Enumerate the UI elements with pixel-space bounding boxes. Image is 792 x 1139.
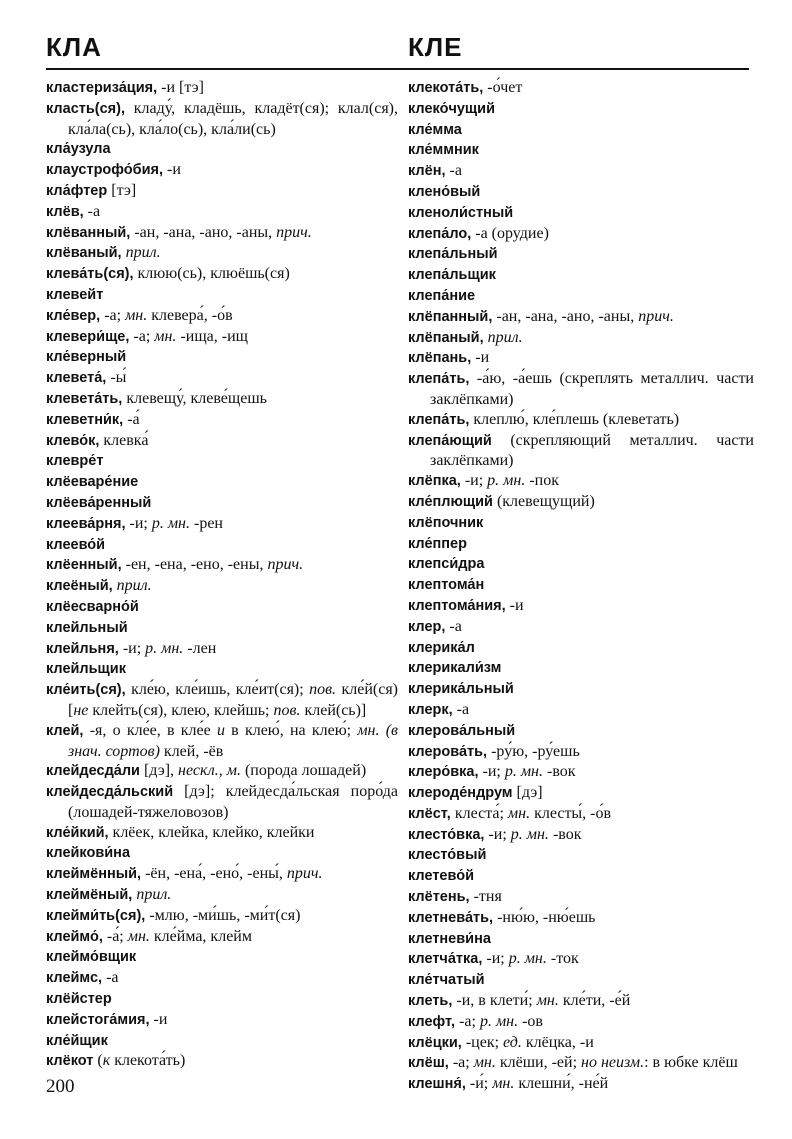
headword: клейльный <box>46 619 128 636</box>
headword: клёпанный, <box>408 308 493 325</box>
dictionary-entry <box>408 617 754 638</box>
entry-text: -цек; <box>461 1033 504 1051</box>
dictionary-entry <box>408 596 754 617</box>
dictionary-entry <box>46 906 398 927</box>
dictionary-entry <box>46 843 398 864</box>
headword: клевре́т <box>46 453 104 470</box>
dictionary-entry <box>46 202 398 223</box>
grammar-note: ед. <box>503 1033 522 1051</box>
dictionary-entry <box>408 348 754 369</box>
dictionary-entry <box>408 120 754 141</box>
dictionary-entry <box>46 1010 398 1031</box>
headword: кле́вер, <box>46 307 101 324</box>
entry-text: -и, в клети́; <box>452 992 537 1010</box>
dictionary-entry <box>408 1033 754 1054</box>
headword: клаустрофо́бия, <box>46 162 164 179</box>
header-rule <box>46 68 749 70</box>
right-column <box>408 78 754 1095</box>
headword: класть(ся), <box>46 100 125 117</box>
dictionary-entry <box>408 929 754 950</box>
headword: клекота́ть, <box>408 80 484 96</box>
dictionary-entry <box>46 1051 398 1072</box>
dictionary-entry <box>46 306 398 327</box>
dictionary-entry <box>46 885 398 906</box>
headword: клерк, <box>408 701 453 718</box>
dictionary-entry <box>46 639 398 660</box>
entry-text: -ню́ю, -ню́ешь <box>493 908 596 926</box>
entry-text: -ища, -ищ <box>176 327 248 345</box>
entry-text: -тня <box>469 888 502 906</box>
headword: клеветни́к, <box>46 411 124 428</box>
dictionary-entry <box>408 265 754 286</box>
grammar-note: прил. <box>136 886 172 904</box>
grammar-note: нескл., м. <box>178 762 241 780</box>
entry-text: -и <box>149 1010 168 1028</box>
grammar-note: р. мн. <box>479 1012 519 1030</box>
grammar-note: мн. (в знач. сортов) <box>68 721 398 760</box>
entry-text: [дэ] <box>512 784 543 802</box>
headword: клеева́рня, <box>46 515 126 532</box>
entry-text: -а (орудие) <box>471 224 549 242</box>
dictionary-entry <box>46 823 398 844</box>
dictionary-entry <box>408 554 754 575</box>
dictionary-entry <box>408 575 754 596</box>
headword: клёесварно́й <box>46 598 139 615</box>
entry-text: клевка́ <box>99 431 149 449</box>
entry-text: -а́ <box>123 410 140 428</box>
entry-text: (порода лошадей) <box>240 762 367 780</box>
grammar-note: прил. <box>487 328 523 346</box>
grammar-note: пов. <box>309 681 337 699</box>
entry-text: клекота́ть) <box>110 1052 186 1070</box>
dictionary-entry <box>46 285 398 306</box>
entry-text: ( <box>93 1052 103 1070</box>
entry-text: -и <box>471 349 490 367</box>
headword: клёв, <box>46 203 84 220</box>
entry-text: -ён, -ена́, -ено́, -ены́, <box>141 865 287 883</box>
headword: клевейт <box>46 286 104 303</box>
entry-text: -вок <box>548 825 582 843</box>
grammar-note: мн. <box>473 1054 496 1072</box>
headword: клепа́ло, <box>408 225 472 242</box>
headword: клепа́ть, <box>408 371 470 388</box>
dictionary-entry <box>46 761 398 782</box>
headword: кластериза́ция, <box>46 80 158 96</box>
grammar-note: прич. <box>276 223 312 241</box>
entry-text: -и; <box>478 763 505 781</box>
entry-text: -млю, -ми́шь, -ми́т(ся) <box>145 906 301 924</box>
dictionary-entry <box>408 244 754 265</box>
dictionary-entry <box>408 887 754 908</box>
entry-text: -ток <box>546 950 579 968</box>
dictionary-entry <box>408 721 754 742</box>
entry-text: -и́; <box>465 1075 493 1093</box>
headword: клеймо́вщик <box>46 949 137 966</box>
headword: клерова́ть, <box>408 743 488 760</box>
dictionary-entry <box>408 845 754 866</box>
dictionary-entry <box>408 638 754 659</box>
entry-text: -вок <box>543 763 576 781</box>
dictionary-entry <box>46 223 398 244</box>
entry-text: -ов <box>518 1012 543 1030</box>
dictionary-entry <box>408 679 754 700</box>
entry-text: в клею́, на клею́; <box>224 721 358 739</box>
dictionary-entry <box>46 535 398 556</box>
dictionary-entry <box>408 762 754 783</box>
headword: клеймо́, <box>46 928 103 945</box>
headword: кле́мма <box>408 121 462 138</box>
grammar-note: к <box>102 1052 111 1070</box>
headword: клей, <box>46 722 84 739</box>
grammar-note: и <box>216 721 225 739</box>
headword: клешня́, <box>408 1076 466 1093</box>
headword: клейстога́мия, <box>46 1011 150 1028</box>
grammar-note: р. мн. <box>510 825 549 843</box>
headword: клётень, <box>408 889 470 906</box>
dictionary-entry <box>408 182 754 203</box>
entry-text: -ен, -ена, -ено, -ены, <box>121 556 268 574</box>
entry-text: кладу́, кладёшь, кладёт(ся); клал(ся), кла́ла(сь), кла́ло(сь), кла́ли(сь) <box>68 99 398 138</box>
entry-text: (клевещущий) <box>492 492 595 510</box>
dictionary-entry <box>46 514 398 535</box>
entry-text: -и; <box>482 950 509 968</box>
grammar-note: мн. <box>536 992 559 1010</box>
grammar-note: не <box>73 701 89 719</box>
dictionary-entry <box>408 866 754 887</box>
dictionary-entry <box>408 742 754 763</box>
dictionary-entry <box>46 947 398 968</box>
headword: клеёный, <box>46 578 113 595</box>
headword: клёпань, <box>408 350 472 367</box>
dictionary-entry <box>46 389 398 410</box>
dictionary-entry <box>408 286 754 307</box>
dictionary-entry <box>46 347 398 368</box>
dictionary-entry <box>408 804 754 825</box>
grammar-note: мн. <box>127 927 150 945</box>
dictionary-entry <box>46 721 398 762</box>
headword: клетево́й <box>408 868 474 885</box>
grammar-note: пов. <box>273 701 301 719</box>
headword: клёеваре́ние <box>46 474 139 491</box>
dictionary-entry <box>408 908 754 929</box>
grammar-note: прил. <box>116 577 152 595</box>
grammar-note: прич. <box>638 307 674 325</box>
dictionary-entry <box>46 989 398 1010</box>
right-header: КЛЕ <box>408 32 463 62</box>
grammar-note: р. мн. <box>151 514 190 532</box>
dictionary-entry <box>46 597 398 618</box>
headword: клетча́тка, <box>408 951 483 968</box>
headword: клефт, <box>408 1013 456 1030</box>
headword: клева́ть(ся), <box>46 266 134 283</box>
dictionary-entry <box>46 493 398 514</box>
entry-text: клёцка, -и <box>521 1033 594 1051</box>
headword: клесто́вка, <box>408 826 485 843</box>
entry-text: клесты́, -о́в <box>530 804 612 822</box>
entry-text: -и; <box>460 472 488 490</box>
headword: клетнева́ть, <box>408 909 494 926</box>
entry-text: [тэ] <box>107 181 137 199</box>
headword: клевета́, <box>46 370 107 387</box>
headword: клерикали́зм <box>408 660 502 677</box>
headword: клёцки, <box>408 1034 462 1051</box>
headword: клепа́ть, <box>408 411 470 428</box>
headword: клево́к, <box>46 432 100 449</box>
entry-text: кле́й(ся) [ <box>68 681 399 719</box>
headword: клейдесда́ли <box>46 763 140 780</box>
entry-text: -пок <box>525 472 559 490</box>
dictionary-entry <box>408 825 754 846</box>
entry-text: (скрепляющий металлич. части заклёпками) <box>430 431 754 470</box>
grammar-note: р. мн. <box>487 472 526 490</box>
entry-text: кле́ю, кле́ишь, кле́ит(ся); <box>125 681 310 699</box>
entry-text: [дэ]; клейдесда́льская поро́да (лошадей-тяжеловозов) <box>68 783 398 821</box>
entry-text: -лен <box>183 639 217 657</box>
headword: клептома́ния, <box>408 597 506 614</box>
dictionary-entry <box>408 307 754 328</box>
left-header: КЛА <box>46 32 102 62</box>
headword: клепа́льщик <box>408 267 496 284</box>
dictionary-entry <box>408 513 754 534</box>
grammar-note: мн. <box>492 1075 515 1093</box>
entry-text: -а <box>452 700 470 718</box>
dictionary-entry <box>46 576 398 597</box>
headword: кле́ить(ся), <box>46 682 126 699</box>
headword: кле́верный <box>46 349 127 366</box>
headword: клён, <box>408 163 446 180</box>
entry-text: -ан, -ана, -ано, -аны, <box>492 307 639 325</box>
headword: клёенный, <box>46 557 122 574</box>
headword: клейльщик <box>46 661 126 678</box>
headword: клёева́ренный <box>46 494 152 511</box>
dictionary-entry <box>408 203 754 224</box>
entry-text: клейть(ся), клею, клейшь; <box>88 701 274 719</box>
entry-text: -ан, -ана, -ано, -аны, <box>130 223 277 241</box>
dictionary-entry <box>408 1053 754 1074</box>
left-column <box>46 78 398 1072</box>
entry-text: кле́йма, клейм <box>149 927 252 945</box>
entry-text: клеста́; <box>450 804 508 822</box>
headword: клёпка, <box>408 473 461 490</box>
headword: клейдесда́льский <box>46 784 174 801</box>
entry-text: -я, о кле́е, в кле́е <box>83 721 217 739</box>
entry-text: -и <box>505 596 524 614</box>
headword: клеймс, <box>46 970 103 987</box>
dictionary-entry <box>408 492 754 513</box>
entry-text: -и; <box>484 825 511 843</box>
entry-text: -и <box>163 161 181 179</box>
dictionary-entry <box>408 783 754 804</box>
dictionary-entry <box>46 968 398 989</box>
headword: кле́тчатый <box>408 972 485 989</box>
dictionary-entry <box>408 161 754 182</box>
entry-text: клей, -ёв <box>159 742 224 760</box>
entry-text: -а; <box>448 1054 474 1072</box>
headword: клепа́льный <box>408 246 498 263</box>
headword: клетневи́на <box>408 930 491 947</box>
grammar-note: р. мн. <box>504 763 543 781</box>
entry-text: клей(сь)] <box>300 701 367 719</box>
grammar-note: р. мн. <box>145 639 184 657</box>
dictionary-entry <box>408 970 754 991</box>
entry-text: -а <box>445 162 462 180</box>
grammar-note: мн. <box>154 327 177 345</box>
headword: кле́ммник <box>408 142 479 159</box>
headword: клёванный, <box>46 224 131 241</box>
dictionary-entry <box>408 471 754 492</box>
dictionary-entry <box>408 700 754 721</box>
grammar-note: р. мн. <box>508 950 547 968</box>
entry-text: [дэ], <box>139 762 179 780</box>
headword: клерова́льный <box>408 722 516 739</box>
entry-text: клюю(сь), клюёшь(ся) <box>133 265 290 283</box>
headword: кле́плющий <box>408 493 493 510</box>
headword: клеймёный, <box>46 887 133 904</box>
headword: клероде́ндрум <box>408 785 513 802</box>
entry-text: клевещу́, клеве́щешь <box>122 389 267 407</box>
dictionary-entry <box>408 369 754 410</box>
entry-text: клеплю́, кле́плешь (клеветать) <box>469 410 680 428</box>
dictionary-entry <box>408 1074 754 1095</box>
headword: кле́йкий, <box>46 824 109 841</box>
dictionary-entry <box>46 659 398 680</box>
entry-text: клешни́, -не́й <box>514 1075 609 1093</box>
headword: клевери́ще, <box>46 328 130 345</box>
headword: кле́йщик <box>46 1032 108 1049</box>
dictionary-entry <box>46 410 398 431</box>
entry-text: -и; <box>118 639 146 657</box>
entry-text: -и; <box>125 514 152 532</box>
entry-text: -рен <box>189 514 223 532</box>
entry-text: -ру́ю, -ру́ешь <box>487 742 580 760</box>
entry-text: -а <box>102 969 119 987</box>
dictionary-entry <box>408 431 754 472</box>
dictionary-entry <box>408 140 754 161</box>
headword: клено́вый <box>408 183 481 200</box>
headword: кле́ппер <box>408 535 467 552</box>
headword: клерика́л <box>408 639 475 656</box>
dictionary-entry <box>408 949 754 970</box>
headword: клёкот <box>46 1053 94 1070</box>
dictionary-entry <box>46 451 398 472</box>
dictionary-entry <box>46 927 398 948</box>
dictionary-entry <box>408 534 754 555</box>
headword: кла́узула <box>46 141 111 158</box>
dictionary-entry <box>46 1031 398 1052</box>
headword: клёст, <box>408 805 451 822</box>
headword: клеть, <box>408 993 453 1010</box>
headword: клейми́ть(ся), <box>46 907 146 924</box>
dictionary-entry <box>46 181 398 202</box>
headword: клепа́ющий <box>408 432 492 449</box>
dictionary-entry <box>46 243 398 264</box>
dictionary-entry <box>408 991 754 1012</box>
dictionary-entry <box>408 1012 754 1033</box>
dictionary-entry <box>46 864 398 885</box>
entry-text: -ы́ <box>106 369 127 387</box>
dictionary-entry <box>46 160 398 181</box>
dictionary-entry <box>46 139 398 160</box>
dictionary-entry <box>408 99 754 120</box>
entry-text: -а <box>445 617 462 635</box>
entry-text: клёек, клейка, клейко, клейки <box>108 823 315 841</box>
headword: клеко́чущий <box>408 100 495 117</box>
entry-text: клёши, -ей; <box>495 1054 582 1072</box>
entry-text: -а́ю, -а́ешь (скреплять металлич. части заклёпками) <box>430 370 754 408</box>
headword: клеево́й <box>46 536 106 553</box>
dictionary-entry <box>46 78 398 99</box>
headword: клёваный, <box>46 245 122 262</box>
headword: клейкови́на <box>46 845 131 862</box>
dictionary-entry <box>46 782 398 823</box>
entry-text: -а <box>83 202 101 220</box>
headword: клёйстер <box>46 991 112 1008</box>
headword: клеймённый, <box>46 866 142 883</box>
headword: клепа́ние <box>408 287 476 304</box>
entry-text: -а; <box>455 1012 480 1030</box>
headword: клеро́вка, <box>408 764 479 781</box>
dictionary-entry <box>46 472 398 493</box>
dictionary-entry <box>46 327 398 348</box>
entry-text: -а; <box>129 327 155 345</box>
dictionary-entry <box>408 328 754 349</box>
headword: клёпаный, <box>408 329 484 346</box>
page-number: 200 <box>46 1076 75 1097</box>
dictionary-entry <box>46 680 398 721</box>
dictionary-entry <box>46 618 398 639</box>
entry-text: кле́ти, -е́й <box>558 992 631 1010</box>
dictionary-entry <box>408 78 754 99</box>
headword: клёпочник <box>408 514 484 531</box>
dictionary-entry <box>46 368 398 389</box>
dictionary-entry <box>408 224 754 245</box>
entry-text: -а; <box>100 306 126 324</box>
entry-text: : в юбке клёш <box>644 1054 738 1072</box>
grammar-note: мн. <box>507 804 531 822</box>
grammar-note: прил. <box>125 244 161 262</box>
grammar-note: прич. <box>286 865 323 883</box>
dictionary-entry <box>46 99 398 140</box>
headword: клептома́н <box>408 577 485 594</box>
dictionary-entry <box>46 555 398 576</box>
grammar-note: но неизм. <box>581 1054 645 1072</box>
entry-text: -и [тэ] <box>157 79 204 96</box>
headword: клепси́дра <box>408 556 485 573</box>
dictionary-entry <box>46 264 398 285</box>
dictionary-entry <box>408 410 754 431</box>
entry-text: -о́чет <box>483 79 523 96</box>
entry-text: -а́; <box>102 927 128 945</box>
entry-text: клевера́, -о́в <box>147 306 233 324</box>
headword: клер, <box>408 618 446 635</box>
headword: кленоли́стный <box>408 204 514 221</box>
headword: клесто́вый <box>408 847 487 864</box>
headword: клерика́льный <box>408 681 514 698</box>
headword: кла́фтер <box>46 182 108 199</box>
headword: клейльня, <box>46 640 119 657</box>
headword: клевета́ть, <box>46 390 123 407</box>
grammar-note: мн. <box>125 306 148 324</box>
dictionary-entry <box>408 658 754 679</box>
headword: клёш, <box>408 1055 449 1072</box>
grammar-note: прич. <box>267 556 304 574</box>
dictionary-entry <box>46 431 398 452</box>
